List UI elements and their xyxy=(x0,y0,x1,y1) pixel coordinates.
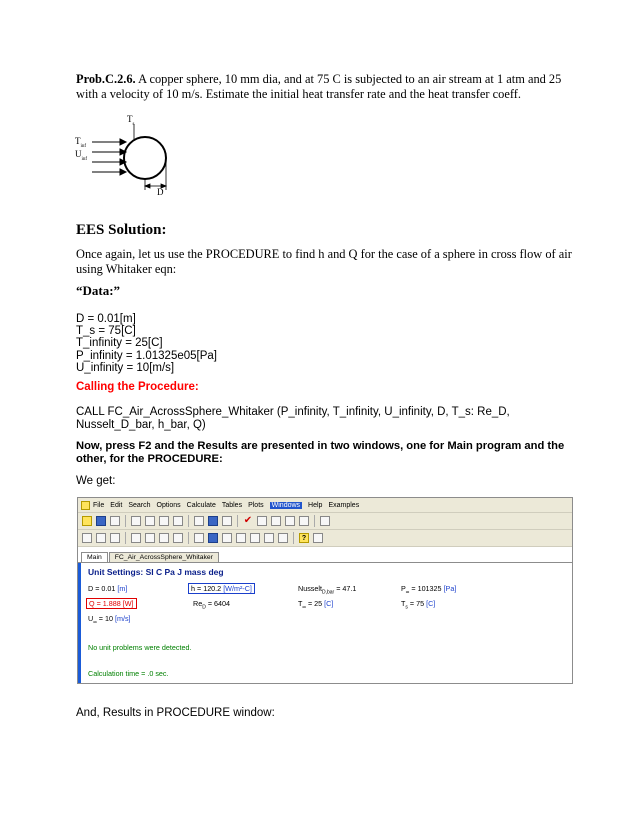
menu-options[interactable]: Options xyxy=(156,501,181,509)
toolbar-2 xyxy=(78,530,572,547)
ts-label: $T_s$ xyxy=(127,114,135,127)
we-get-text: We get: xyxy=(76,475,116,487)
print-icon[interactable] xyxy=(110,516,120,526)
code-line: D = 0.01[m] xyxy=(76,313,136,325)
arrays-window-icon[interactable] xyxy=(222,516,232,526)
code-line: T_infinity = 25[C] xyxy=(76,337,163,350)
window-icon-12[interactable] xyxy=(250,533,260,543)
menu-file[interactable]: File xyxy=(93,501,105,509)
equations-window-icon[interactable] xyxy=(194,516,204,526)
tab-main[interactable]: Main xyxy=(81,552,108,562)
window-icon-6[interactable] xyxy=(159,533,169,543)
window-icon-2[interactable] xyxy=(96,533,106,543)
diameter-dimension xyxy=(145,158,166,190)
table-icon[interactable] xyxy=(320,516,330,526)
toolbar-separator xyxy=(314,515,315,527)
open-icon[interactable] xyxy=(82,516,92,526)
menu-windows[interactable]: Windows xyxy=(271,501,301,509)
help-icon[interactable]: ? xyxy=(299,533,309,543)
uinf-label: $U_{inf}$ xyxy=(75,149,88,162)
save-icon[interactable] xyxy=(96,516,106,526)
solution-content xyxy=(78,563,572,683)
sphere-diagram xyxy=(72,112,182,212)
result-p-infinity: $P_\infty = 101325$ [Pa] xyxy=(401,584,457,596)
problem-label: Prob.C.2.6. xyxy=(76,72,136,86)
minmax-icon[interactable] xyxy=(299,516,309,526)
toolbar-separator xyxy=(293,532,294,544)
unit-settings-title: Unit Settings: SI C Pa J mass deg xyxy=(88,567,224,577)
context-help-icon[interactable] xyxy=(313,533,323,543)
intro-paragraph: Once again, let us use the PROCEDURE to find h and Q for the case of a sphere in cross flow of air using Whitaker eqn: xyxy=(76,247,572,276)
app-icon xyxy=(81,501,90,510)
cut-icon[interactable] xyxy=(131,516,141,526)
window-tabs xyxy=(78,547,572,563)
window-icon-5[interactable] xyxy=(145,533,155,543)
copy-icon[interactable] xyxy=(145,516,155,526)
tab-procedure[interactable]: FC_Air_AcrossSphere_Whitaker xyxy=(109,552,219,562)
window-icon-1[interactable] xyxy=(82,533,92,543)
solution-left-bar xyxy=(78,563,81,683)
plot-icon[interactable] xyxy=(285,516,295,526)
unit-check-message: No unit problems were detected. xyxy=(88,643,192,652)
after-text: And, Results in PROCEDURE window: xyxy=(76,707,275,719)
ees-solution-heading: EES Solution: xyxy=(76,222,167,238)
call-statement: CALL FC_Air_AcrossSphere_Whitaker (P_infinity, T_infinity, U_infinity, D, T_s: Re_D, Nusselt_D_bar, h_bar, Q) xyxy=(76,406,510,431)
menu-search[interactable]: Search xyxy=(128,501,151,509)
tinf-label: $T_{inf}$ xyxy=(75,136,87,149)
code-block xyxy=(76,313,217,374)
window-icon-3[interactable] xyxy=(110,533,120,543)
result-nusselt: Nusselt$_{D,bar}$ = 47.1 xyxy=(298,584,357,596)
data-label: “Data:” xyxy=(76,283,121,298)
window-icon-11[interactable] xyxy=(236,533,246,543)
problem-text: A copper sphere, 10 mm dia, and at 75 C is subjected to an air stream at 1 atm and 25 with a velocity of 10 m/s. Estimate the initial heat transfer rate and the heat transfer coeff. xyxy=(76,72,562,101)
result-u-infinity: $U_\infty = 10$ [m/s] xyxy=(88,614,131,626)
result-t-infinity: $T_\infty = 25$ [C] xyxy=(298,599,334,611)
solution-window-icon[interactable] xyxy=(208,516,218,526)
toolbar-separator xyxy=(125,532,126,544)
menu-bar xyxy=(78,498,572,513)
code-line: T_s = 75[C] xyxy=(76,325,136,338)
window-icon-8[interactable] xyxy=(194,533,204,543)
window-icon-7[interactable] xyxy=(173,533,183,543)
menu-edit[interactable]: Edit xyxy=(110,501,123,509)
menu-calculate[interactable]: Calculate xyxy=(186,501,216,509)
menu-examples[interactable]: Examples xyxy=(328,501,360,509)
menu-help[interactable]: Help xyxy=(308,501,323,509)
paste-icon[interactable] xyxy=(159,516,169,526)
toolbar-separator xyxy=(125,515,126,527)
toolbar-1 xyxy=(78,513,572,530)
window-icon-13[interactable] xyxy=(264,533,274,543)
f2-note: Now, press F2 and the Results are presented in two windows, one for Main program and the other, for the PROCEDURE: xyxy=(76,440,565,465)
result-d: D = 0.01 [m] xyxy=(88,584,128,593)
result-t-s: $T_s = 75$ [C] xyxy=(401,599,436,611)
d-label: D xyxy=(157,187,164,197)
format-icon[interactable] xyxy=(173,516,183,526)
toolbar-separator xyxy=(188,515,189,527)
code-line: P_infinity = 1.01325e05[Pa] xyxy=(76,349,217,362)
window-icon-9[interactable] xyxy=(208,533,218,543)
ees-window xyxy=(77,497,573,684)
sphere-crossflow-figure xyxy=(72,112,182,212)
window-icon-4[interactable] xyxy=(131,533,141,543)
toolbar-separator xyxy=(237,515,238,527)
calculation-time: Calculation time = .0 sec. xyxy=(88,669,169,678)
code-line: U_infinity = 10[m/s] xyxy=(76,361,175,374)
flow-arrows xyxy=(92,139,126,175)
result-h: h = 120.2 [W/m²-C] xyxy=(188,583,255,594)
problem-statement xyxy=(76,72,572,102)
window-icon-14[interactable] xyxy=(278,533,288,543)
result-re: $Re_D = 6404$ xyxy=(193,599,231,611)
toolbar-separator xyxy=(188,532,189,544)
calling-procedure-label: Calling the Procedure: xyxy=(76,381,199,393)
sphere-outline xyxy=(124,137,166,179)
result-q: Q = 1.888 [W] xyxy=(86,598,137,609)
window-icon-10[interactable] xyxy=(222,533,232,543)
solve-icon[interactable] xyxy=(257,516,267,526)
solve-table-icon[interactable] xyxy=(271,516,281,526)
check-icon[interactable]: ✔ xyxy=(243,515,253,526)
menu-tables[interactable]: Tables xyxy=(221,501,243,509)
menu-plots[interactable]: Plots xyxy=(248,501,264,509)
